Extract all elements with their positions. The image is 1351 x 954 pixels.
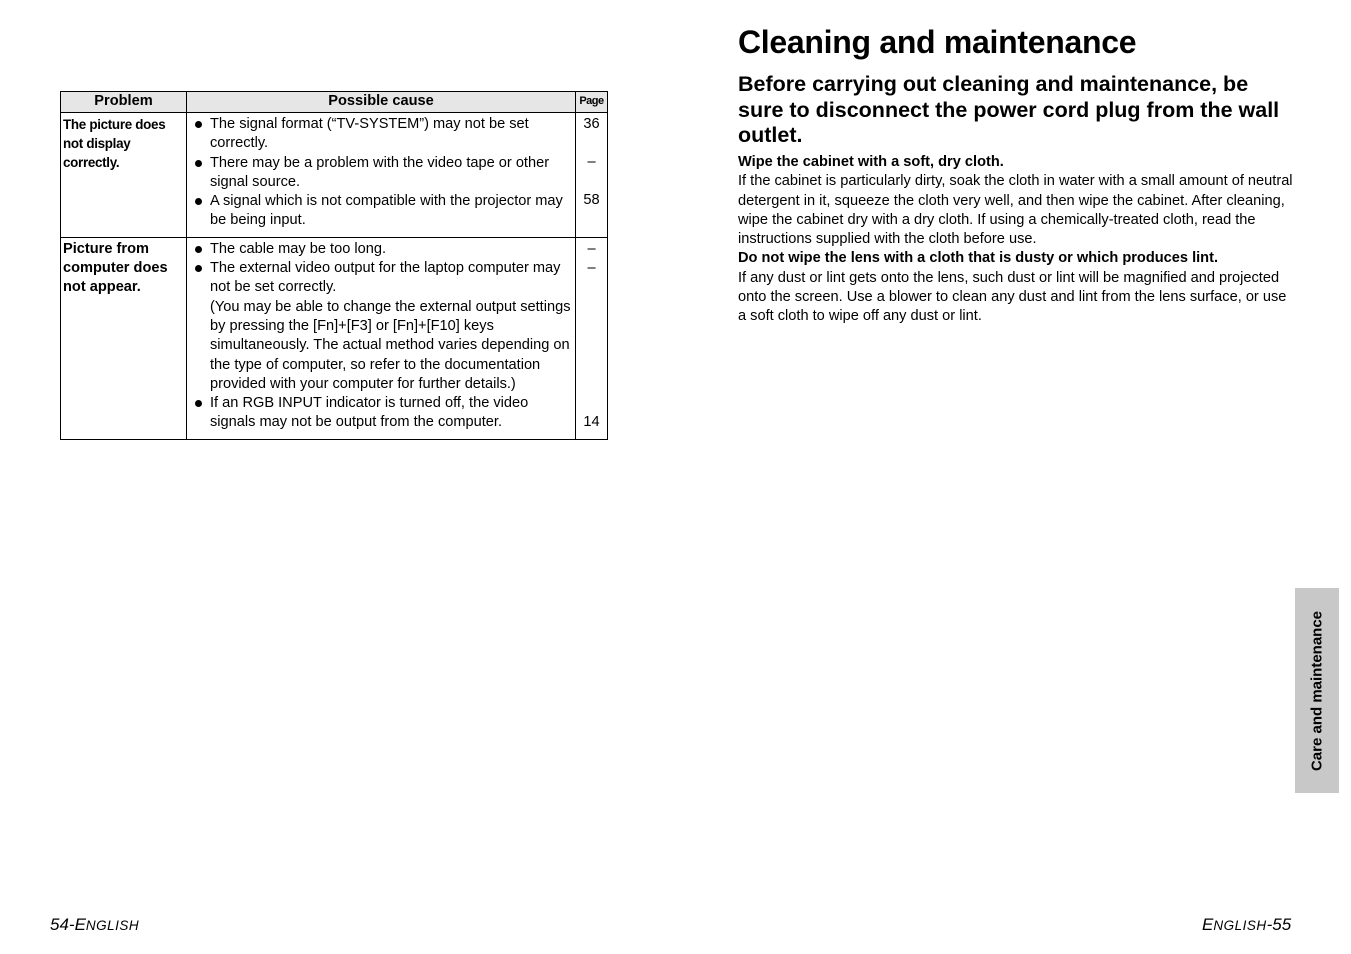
page-ref: 36 — [583, 116, 600, 132]
section-lead: Do not wipe the lens with a cloth that is dusty or which produces lint. — [738, 250, 1219, 267]
cause-text: The external video output for the laptop computer may not be set correctly. (You may be able to change the external output settings by pressing the [Fn]+[F3] or [Fn]+[F10] keys simultaneously. The actual method varies depending on the type of computer, so refer to the documentation provided with your computer for further details.) — [210, 260, 571, 392]
cause-cell — [187, 113, 576, 238]
cause-text: The cable may be too long. — [210, 240, 387, 257]
cause-cell — [187, 237, 576, 439]
cause-item — [194, 192, 573, 231]
footer-number: 54- — [50, 915, 75, 934]
section-body: If the cabinet is particularly dirty, soak the cloth in water with a small amount of neutral detergent in it, squeeze the cloth very well, and then wipe the cabinet. After cleaning, wipe the cabinet dry with a dry cloth. If using a chemically-treated cloth, read the instructions supplied with the cloth before use. — [738, 173, 1293, 248]
bullet-icon — [195, 246, 202, 253]
cause-item — [194, 240, 573, 259]
page-ref: 14 — [583, 413, 600, 430]
page-ref: – — [587, 154, 596, 170]
cause-text: The signal format (“TV-SYSTEM”) may not be set correctly. — [210, 116, 529, 152]
bullet-icon — [195, 121, 202, 128]
maintenance-instructions — [738, 153, 1298, 327]
section-lead: Wipe the cabinet with a soft, dry cloth. — [738, 154, 1004, 170]
page-ref: – — [587, 259, 596, 276]
cause-text: There may be a problem with the video tape or other signal source. — [210, 154, 550, 190]
table-header-row — [61, 92, 608, 113]
section-body: If any dust or lint gets onto the lens, such dust or lint will be magnified and projected onto the screen. Use a blower to clean any dust and lint from the lens surface, or use a soft cloth to wipe off any dust or lint. — [738, 269, 1287, 325]
page-subtitle: Before carrying out cleaning and maintenance, be sure to disconnect the power cord plug from the wall outlet. — [738, 72, 1280, 147]
troubleshooting-table — [60, 91, 608, 440]
footer-right-page-number — [1202, 915, 1291, 935]
bullet-icon — [195, 400, 202, 407]
footer-lang-rest: NGLISH — [85, 918, 140, 933]
cause-list — [189, 240, 573, 433]
page-title: Cleaning and maintenance — [738, 24, 1137, 60]
header-page: Page — [576, 92, 608, 113]
table-row — [61, 237, 608, 439]
bullet-icon — [195, 265, 202, 272]
cause-text: If an RGB INPUT indicator is turned off, the video signals may not be output from the computer. — [210, 395, 529, 431]
header-possible-cause: Possible cause — [187, 92, 576, 113]
footer-number: -55 — [1266, 915, 1292, 934]
cause-list — [189, 115, 573, 231]
page-ref: – — [587, 240, 596, 257]
side-tab — [1295, 588, 1339, 793]
table-row — [61, 113, 608, 238]
page-cell — [576, 113, 608, 238]
footer-lang-initial: E — [1202, 915, 1214, 934]
cause-item — [194, 259, 573, 394]
footer-lang-rest: NGLISH — [1213, 918, 1267, 933]
problem-cell: The picture does not display correctly. — [61, 113, 187, 238]
problem-cell: Picture from computer does not appear. — [61, 237, 187, 439]
bullet-icon — [195, 160, 202, 167]
cause-item — [194, 154, 573, 193]
cause-item — [194, 115, 573, 154]
cause-text: A signal which is not compatible with the projector may be being input. — [210, 193, 563, 229]
bullet-icon — [195, 198, 202, 205]
page-ref: 58 — [583, 192, 600, 208]
footer-lang-initial: E — [74, 915, 86, 934]
footer-left-page-number — [50, 915, 139, 935]
header-problem: Problem — [61, 92, 187, 113]
page-cell — [576, 237, 608, 439]
cause-item — [194, 394, 573, 433]
side-tab-label: Care and maintenance — [1308, 610, 1326, 771]
